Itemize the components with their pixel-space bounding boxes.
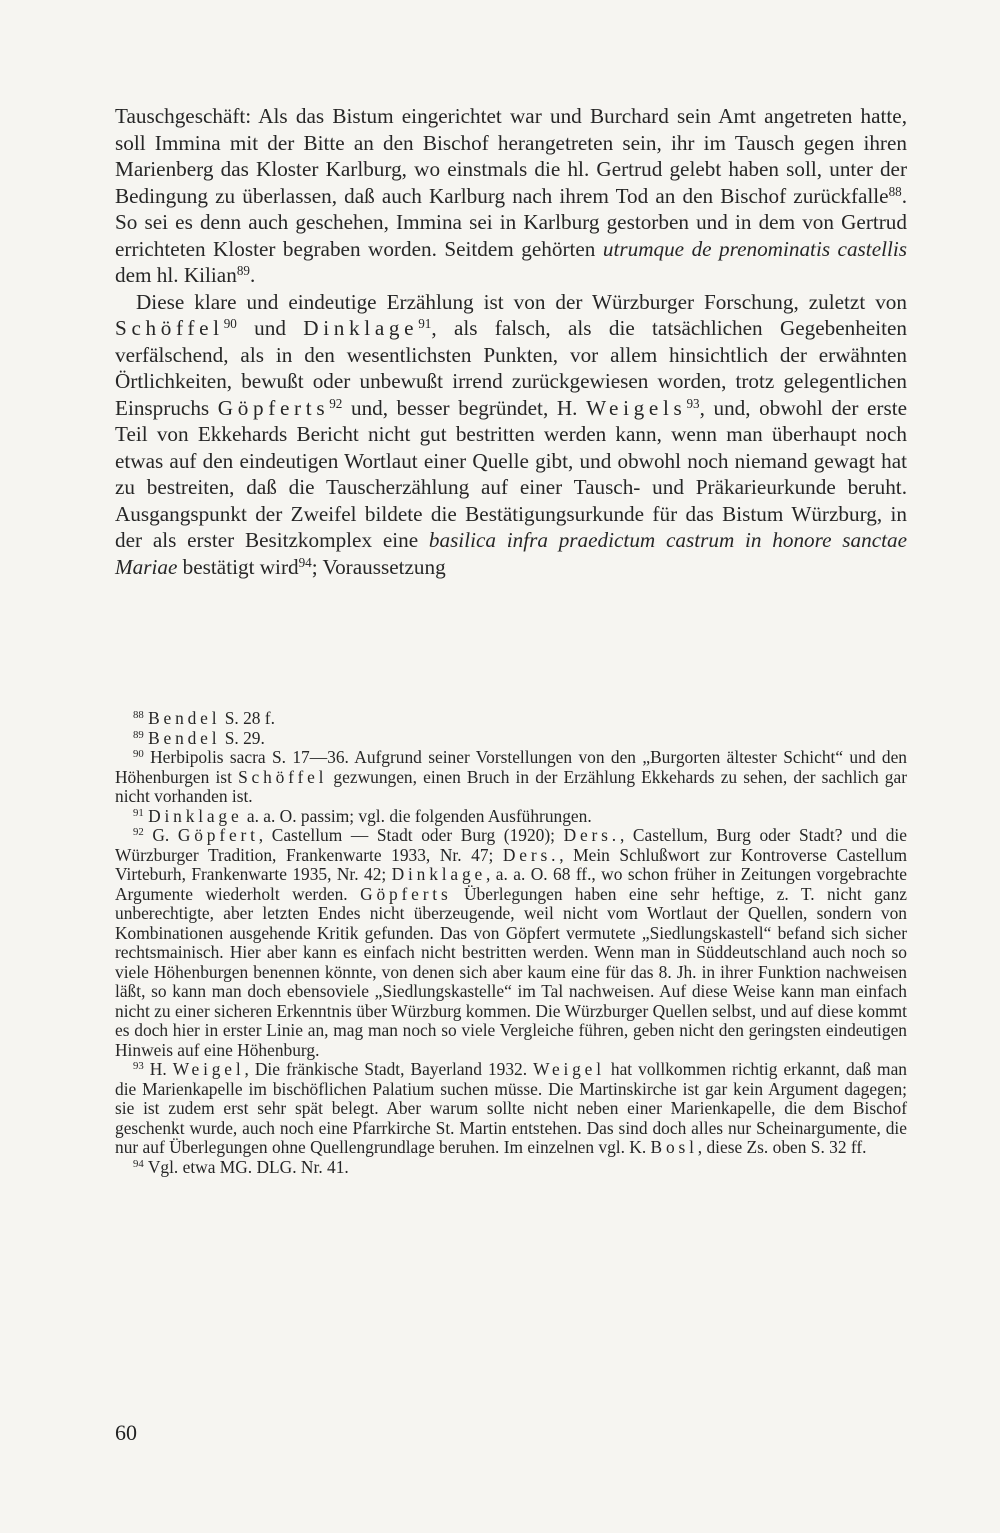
author-name: Bosl — [650, 1137, 698, 1157]
text-run: , Mein Schlußwort zur Kontroverse Castellum Virteburh, Frankenwarte 1935, Nr. 42; — [115, 844, 908, 884]
footnotes — [115, 709, 907, 1177]
footnote-92 — [115, 826, 907, 1060]
text-run: dem hl. Kilian — [115, 263, 237, 287]
author-name: Bendel — [148, 708, 221, 728]
text-run: ; Voraussetzung — [311, 554, 446, 579]
text-run: . So sei es denn auch geschehen, Immina sei in Karlburg gestorben und in dem von Gertrud errichteten Kloster begraben worden. Seitdem gehörten — [115, 183, 907, 261]
text-run: und — [236, 316, 304, 340]
footnote-94 — [115, 1158, 907, 1178]
text-run: hat vollkommen richtig erkannt, daß man die Marienkapelle im bischöflichen Palatium suchen müsse. Die Martinskirche ist gar kein Argument dagegen; sie ist zudem erst sehr spät belegt. Aber warum sollte nicht neben einer Marienkapelle, die dem Bischof geschenkt wurde, auch noch eine Pfarrkirche St. Martin entstehen. Das sind doch alles nur Scheinargumente, die nur auf Überlegungen ohne Quellengrundlage beruhen. Im einzelnen vgl. K. — [115, 1059, 907, 1157]
author-name: Göpferts — [360, 883, 452, 904]
text-run: Tauschgeschäft: Als das Bistum eingerichtet war und Burchard sein Amt angetreten hatte, soll Immina mit der Bitte an den Bischof herangetreten sein, ihr im Tausch gegen ihren Marienberg das Kloster Karlburg, wo einstmals die hl. Gertrud gelebt haben soll, unter der Bedingung zu überlassen, daß auch Karlburg nach ihrem Tod an den Bischof zurückfalle — [115, 104, 907, 208]
italic-quote: utrumque de prenominatis castellis — [602, 236, 907, 261]
author-name: Bendel — [148, 727, 221, 748]
footnote-number: 92 — [133, 826, 144, 839]
text-run: , Castellum, Burg oder Stadt? und die Würzburger Tradition, Frankenwarte 1933, Nr. 47; — [115, 825, 907, 865]
footnote-number: 93 — [133, 1060, 144, 1073]
text-run: , als falsch, als die tatsächlichen Gegebenheiten verfälschend, als in den wesentlichsten Punkten, vor allem hinsichtlich der erwähnten Örtlichkeiten, bewußt oder unbewußt irrend zurückgewiesen worden, trotz gelegentlichen Einspruchs — [115, 316, 908, 420]
footnote-ref: 90 — [223, 315, 237, 331]
footnote-ref: 94 — [298, 554, 312, 570]
footnote-88 — [115, 709, 907, 729]
text-run: Überlegungen haben eine sehr heftige, z. T. nicht ganz unberechtigte, aber letzten Endes nicht überzeugende, weil nicht vom Wortlaut der Quellen, sondern von Kombinationen ausgehende Kritik gefunden. Das von Göpfert vermutete „Siedlungskastell“ befand sich sicher rechtsmainisch. Hier aber kann es einfach nicht bestritten werden. Wenn man in Süddeutschland auch noch so viele Höhenburgen benennen könnte, von denen sich aber kaum eine für das 8. Jh. in ihrer Funktion nachweisen läßt, so kann man doch ebensoviele „Siedlungskastelle“ im Tal nachweisen. Auf diese Weise kann man einfach nicht zu einer sicheren Erkenntnis über Würzburg kommen. Die Würzburger Quellen selbst, und auf diese kommt es doch hier in erster Linie an, mag man noch so viele Vergleiche führen, geben nicht den geringsten eindeutigen Hinweis auf eine Höhenburg. — [115, 883, 908, 1060]
author-name: Göpferts — [217, 395, 330, 420]
author-name: Ders. — [563, 825, 620, 845]
text-run: , a. a. O. 68 ff., wo schon früher in Zeitungen vorgebrachte Argumente wiederholt werden. — [115, 864, 907, 904]
italic-quote: basilica infra praedictum castrum in honore sanctae Mariae — [115, 528, 907, 579]
footnote-93 — [115, 1060, 907, 1158]
author-name: Göpfert — [177, 825, 259, 845]
paragraph-1 — [115, 103, 907, 289]
text-run: S. 29. — [220, 727, 265, 748]
text-run: S. 28 f. — [220, 708, 275, 728]
text-run: G. — [152, 825, 178, 845]
text-run: gezwungen, einen Bruch in der Erzählung Ekkehards zu sehen, der sachlich gar nicht vorhanden ist. — [115, 766, 908, 806]
footnote-ref: 88 — [888, 183, 902, 199]
footnote-number: 94 — [133, 1157, 144, 1170]
footnote-number: 88 — [133, 709, 144, 722]
text-run: Vgl. etwa MG. DLG. Nr. 41. — [147, 1156, 349, 1177]
footnote-ref: 91 — [418, 315, 432, 331]
author-name: Weigel — [533, 1059, 605, 1079]
text-run: , Castellum — Stadt oder Burg (1920); — [258, 825, 564, 845]
text-run: a. a. O. passim; vgl. die folgenden Ausführungen. — [242, 805, 592, 826]
footnote-89 — [115, 729, 907, 749]
footnote-number: 90 — [133, 748, 144, 761]
author-name: Weigels — [586, 395, 687, 420]
text-run: , diese Zs. oben S. 32 ff. — [697, 1137, 867, 1157]
main-text — [115, 103, 907, 580]
paragraph-2 — [115, 289, 907, 581]
author-name: Schöffel — [238, 766, 328, 787]
footnote-number: 89 — [133, 728, 144, 741]
author-name: Schöffel — [115, 316, 224, 340]
text-run: Herbipolis sacra S. 17—36. Aufgrund seiner Vorstellungen von den „Burgorten ältester Schicht“ und den Höhenburgen ist — [115, 747, 907, 787]
author-name: Dinklage — [391, 864, 487, 884]
text-run: , Die fränkische Stadt, Bayerland 1932. — [244, 1059, 534, 1079]
text-run: bestätigt wird — [177, 554, 299, 579]
text-run: , und, obwohl der erste Teil von Ekkehards Bericht nicht gut bestritten werden kann, wenn man überhaupt noch etwas auf den eindeutigen Wortlaut einer Quelle gibt, und obwohl noch niemand gewagt hat zu bestreiten, daß die Tauscherzählung auf einer Tausch- und Präkarieurkunde beruht. Ausgangspunkt der Zweifel bildete die Bestätigungsurkunde für das Bistum Würzburg, in der als erster Besitzkomplex eine — [115, 395, 907, 552]
footnote-ref: 92 — [329, 395, 343, 411]
text-run: Diese klare und eindeutige Erzählung ist von der Würzburger Forschung, zuletzt von — [136, 289, 907, 314]
footnote-ref: 89 — [236, 262, 250, 278]
footnote-90 — [115, 748, 907, 807]
text-run: . — [249, 263, 256, 287]
footnote-number: 91 — [133, 806, 144, 819]
author-name: Weigel — [172, 1059, 245, 1079]
page-number: 60 — [115, 1420, 137, 1445]
author-name: Dinklage — [148, 805, 243, 826]
author-name: Dinklage — [303, 316, 419, 340]
footnote-91 — [115, 807, 907, 827]
text-run: H. — [149, 1059, 173, 1079]
author-name: Ders. — [502, 844, 560, 865]
text-run: und, besser begründet, H. — [342, 395, 587, 420]
footnote-ref: 93 — [686, 395, 700, 411]
